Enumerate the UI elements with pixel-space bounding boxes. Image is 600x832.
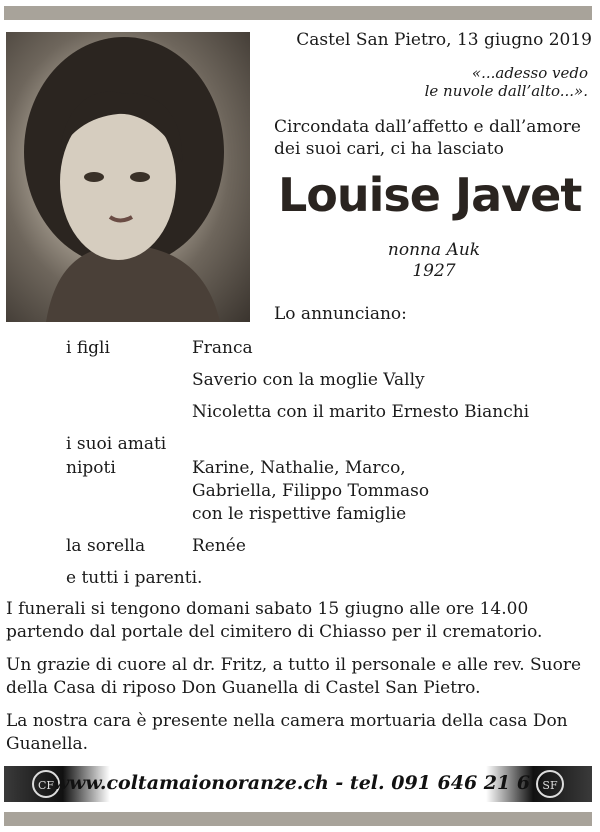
quote-line-2: le nuvole dall’alto...».: [424, 82, 588, 100]
viewing-paragraph: La nostra cara è presente nella camera mortuaria della casa Don Guanella.: [6, 711, 568, 754]
footer-banner: [4, 766, 592, 802]
funeral-home-logo-left: CF: [32, 770, 60, 798]
portrait-photo: [6, 32, 250, 322]
bottom-border-bar: [4, 812, 592, 826]
grandchildren-line: Gabriella, Filippo Tommaso: [192, 481, 430, 501]
intro-text: Circondata dall’affetto e dall’amore dei suoi cari, ci ha lasciato: [274, 117, 581, 159]
birth-year: 1927: [412, 261, 456, 281]
quote-line-1: «...adesso vedo: [471, 64, 588, 82]
grandchildren-label-1: i suoi amati: [66, 434, 167, 454]
footer-contact: www.coltamaionoranze.ch - tel. 091 646 21 67: [52, 772, 544, 794]
child-name: Franca: [192, 338, 253, 358]
child-name: Nicoletta con il marito Ernesto Bianchi: [192, 402, 530, 422]
top-border-bar: [4, 6, 592, 20]
funeral-home-logo-right: SF: [536, 770, 564, 798]
other-relatives: e tutti i parenti.: [66, 568, 203, 588]
grandchildren-label-2: nipoti: [66, 458, 116, 478]
grandchildren-line: Karine, Nathalie, Marco,: [192, 458, 406, 478]
deceased-name: Louise Javet: [278, 168, 582, 222]
thanks-paragraph: Un grazie di cuore al dr. Fritz, a tutto il personale e alle rev. Suore della Casa di riposo Don Guanella di Castel San Pietro.: [6, 655, 582, 698]
sister-name: Renée: [192, 536, 246, 556]
children-label: i figli: [66, 338, 110, 358]
funeral-paragraph: I funerali si tengono domani sabato 15 giugno alle ore 14.00 partendo dal portale del cimitero di Chiasso per il crematorio.: [6, 599, 543, 642]
deceased-nickname-year: [384, 240, 484, 282]
announce-label: Lo annunciano:: [274, 304, 407, 324]
grandchildren-line: con le rispettive famiglie: [192, 504, 407, 524]
place-date: Castel San Pietro, 13 giugno 2019: [296, 30, 592, 50]
sister-label: la sorella: [66, 536, 146, 556]
portrait-image: [6, 32, 250, 322]
epigraph-quote: [388, 64, 588, 100]
child-name: Saverio con la moglie Vally: [192, 370, 425, 390]
nickname: nonna Auk: [387, 240, 481, 260]
